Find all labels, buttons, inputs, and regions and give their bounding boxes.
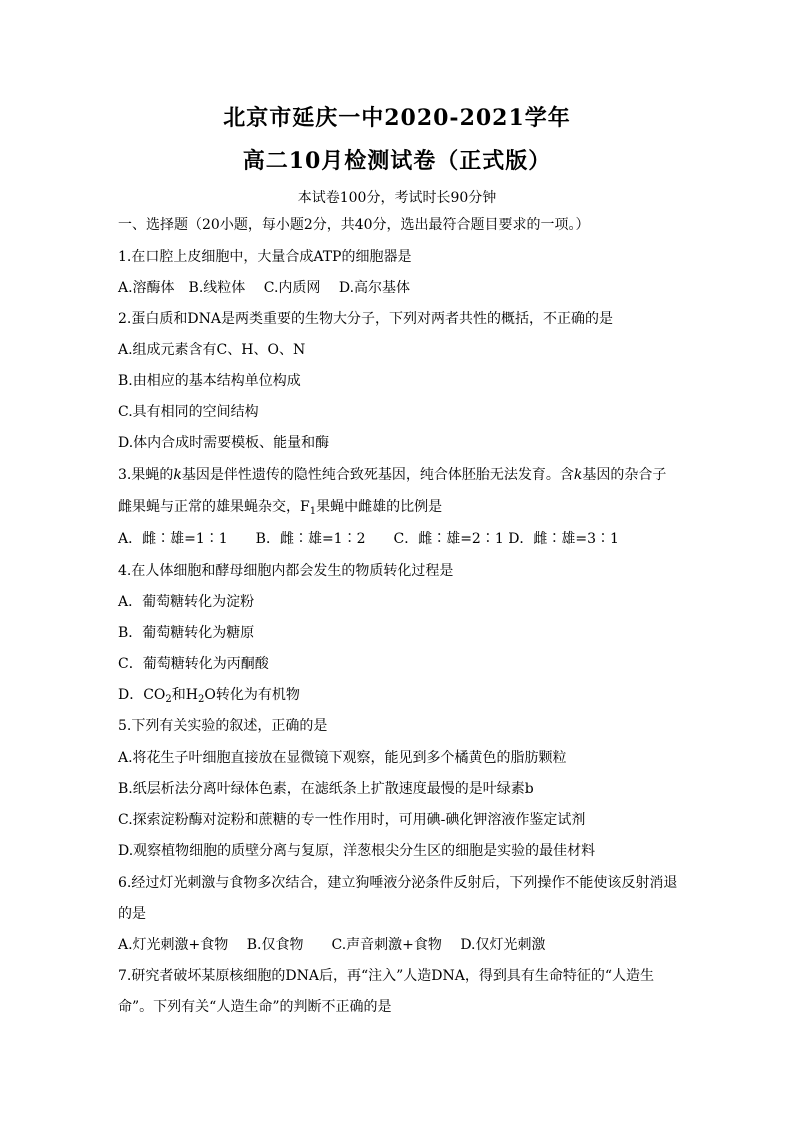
question-7-stem-line1: 7.研究者破坏某原核细胞的DNA后，再“注入”人造DNA，得到具有生命特征的“人造生 (118, 968, 654, 984)
question-2-option-b: B.由相应的基本结构单位构成 (118, 373, 301, 389)
question-5-option-c: C.探索淀粉酶对淀粉和蔗糖的专一性作用时，可用碘-碘化钾溶液作鉴定试剂 (118, 812, 586, 828)
q4-d-part: 和H (171, 687, 199, 703)
q3-gene-k: k (173, 467, 182, 483)
question-4-option-b: B．葡萄糖转化为糖原 (118, 625, 255, 641)
question-5-stem: 5.下列有关实验的叙述，正确的是 (118, 718, 328, 734)
q4-subscript: 2 (198, 694, 205, 705)
exam-title-line2: 高二10月检测试卷（正式版） (242, 148, 552, 174)
question-1-options: A.溶酶体 B.线粒体 C.内质网 D.高尔基体 (118, 280, 411, 296)
question-3-stem-line2 (118, 497, 442, 517)
question-2-option-a: A.组成元素含有C、H、O、N (118, 342, 306, 358)
q3-gene-k: k (573, 467, 583, 483)
question-7-stem-line2: 命”。下列有关“人造生命”的判断不正确的是 (118, 999, 392, 1015)
section-heading: 一、选择题（20小题，每小题2分，共40分，选出最符合题目要求的一项。） (118, 217, 590, 233)
question-2-option-d: D.体内合成时需要模板、能量和酶 (118, 435, 330, 451)
question-4-option-d (118, 685, 300, 705)
question-5-option-a: A.将花生子叶细胞直接放在显微镜下观察，能见到多个橘黄色的脂肪颗粒 (118, 750, 567, 766)
q3-stem-part: 3.果蝇的 (118, 467, 174, 483)
q3-stem-part: 果蝇中雌雄的比例是 (316, 499, 443, 515)
exam-title-line1: 北京市延庆一中2020-2021学年 (223, 105, 571, 131)
exam-subtitle: 本试卷100分，考试时长90分钟 (297, 190, 497, 206)
question-6-stem-line1: 6.经过灯光刺激与食物多次结合，建立狗唾液分泌条件反射后，下列操作不能使该反射消退 (118, 875, 678, 891)
q3-subscript: 1 (309, 506, 317, 517)
question-5-option-d: D.观察植物细胞的质壁分离与复原，洋葱根尖分生区的细胞是实验的最佳材料 (118, 843, 596, 859)
q3-stem-part: 基因的杂合子 (582, 467, 667, 483)
question-2-stem: 2.蛋白质和DNA是两类重要的生物大分子，下列对两者共性的概括，不正确的是 (118, 311, 613, 327)
question-1-stem: 1.在口腔上皮细胞中，大量合成ATP的细胞器是 (118, 249, 412, 265)
question-6-options: A.灯光刺激+食物 B.仅食物 C.声音刺激+食物 D.仅灯光刺激 (118, 937, 546, 953)
q3-stem-part: 雌果蝇与正常的雄果蝇杂交，F (118, 499, 310, 515)
q4-d-part: O转化为有机物 (204, 687, 300, 703)
question-4-stem: 4.在人体细胞和酵母细胞内都会发生的物质转化过程是 (118, 563, 454, 579)
question-4-option-a: A．葡萄糖转化为淀粉 (118, 594, 255, 610)
question-5-option-b: B.纸层析法分离叶绿体色素，在滤纸条上扩散速度最慢的是叶绿素b (118, 781, 534, 797)
q4-d-part: D．CO (118, 687, 166, 703)
question-2-option-c: C.具有相同的空间结构 (118, 404, 259, 420)
question-3-stem-line1 (118, 465, 666, 485)
question-4-option-c: C．葡萄糖转化为丙酮酸 (118, 656, 269, 672)
question-6-stem-line2: 的是 (118, 906, 146, 922)
q3-stem-part: 基因是伴性遗传的隐性纯合致死基因，纯合体胚胎无法发育。含 (181, 467, 574, 483)
question-3-options: A．雌∶雄=1∶1 B．雌∶雄=1∶2 C．雌∶雄=2∶1 D．雌∶雄=3∶1 (118, 531, 619, 547)
q4-subscript: 2 (165, 694, 172, 705)
